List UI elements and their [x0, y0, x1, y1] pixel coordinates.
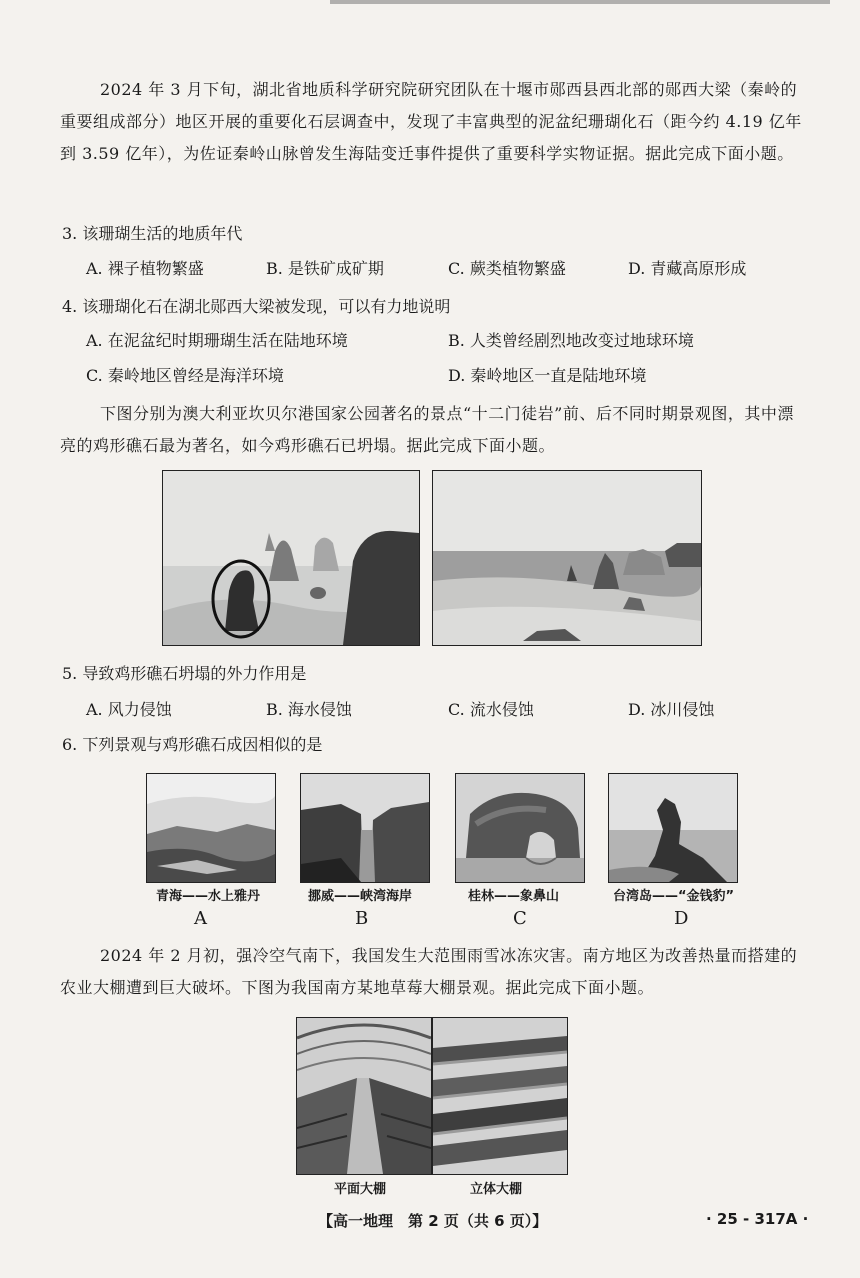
- q3-option-c: C. 蕨类植物繁盛: [448, 259, 566, 278]
- apostles-after-illustration: [433, 471, 701, 645]
- q6-letter-b: B: [355, 908, 369, 929]
- photo-apostles-after: [432, 470, 702, 646]
- q4-option-d: D. 秦岭地区一直是陆地环境: [448, 366, 647, 385]
- page-footer-code: · 25 - 317A ·: [706, 1210, 809, 1228]
- photo-apostles-before: [162, 470, 420, 646]
- caption-option-d: 台湾岛——“金钱豹”: [613, 889, 735, 904]
- yardang-illustration: [147, 774, 275, 882]
- q6-letter-d: D: [674, 908, 689, 929]
- photo-flat-greenhouse: [296, 1017, 432, 1175]
- flat-greenhouse-illustration: [297, 1018, 431, 1174]
- q3-option-a: A. 裸子植物繁盛: [86, 259, 204, 278]
- q6-letter-a: A: [194, 908, 207, 929]
- q5-option-c: C. 流水侵蚀: [448, 700, 534, 719]
- question-6-stem: 6. 下列景观与鸡形礁石成因相似的是: [62, 735, 323, 754]
- question-3-stem: 3. 该珊瑚生活的地质年代: [62, 224, 243, 243]
- apostles-before-illustration: [163, 471, 419, 645]
- caption-option-b: 挪威——峡湾海岸: [308, 889, 413, 904]
- caption-stacked-greenhouse: 立体大棚: [470, 1182, 523, 1197]
- question-4-stem: 4. 该珊瑚化石在湖北郧西大梁被发现，可以有力地说明: [62, 297, 451, 316]
- elephant-trunk-illustration: [456, 774, 584, 882]
- caption-option-c: 桂林——象鼻山: [468, 889, 560, 904]
- question-5-stem: 5. 导致鸡形礁石坍塌的外力作用是: [62, 664, 307, 683]
- photo-stacked-greenhouse: [432, 1017, 568, 1175]
- q4-option-a: A. 在泥盆纪时期珊瑚生活在陆地环境: [86, 331, 348, 350]
- scan-edge-line: [330, 0, 830, 4]
- q3-option-b: B. 是铁矿成矿期: [266, 259, 384, 278]
- q5-option-a: A. 风力侵蚀: [86, 700, 172, 719]
- q5-option-d: D. 冰川侵蚀: [628, 700, 715, 719]
- caption-option-a: 青海——水上雅丹: [156, 889, 261, 904]
- intro-paragraph-greenhouse: 2024 年 2 月初，强冷空气南下，我国发生大范围雨雪冰冻灾害。南方地区为改善热量而搭建的农业大棚遭到巨大破坏。下图为我国南方某地草莓大棚景观。据此完成下面小题。: [60, 946, 798, 997]
- q4-option-b: B. 人类曾经剧烈地改变过地球环境: [448, 331, 694, 350]
- photo-norway-fjord: [300, 773, 430, 883]
- q4-option-c: C. 秦岭地区曾经是海洋环境: [86, 366, 284, 385]
- stacked-greenhouse-illustration: [433, 1018, 567, 1174]
- intro-paragraph-twelve-apostles: 下图分别为澳大利亚坎贝尔港国家公园著名的景点“十二门徒岩”前、后不同时期景观图，其中漂亮的鸡形礁石最为著名，如今鸡形礁石已坍塌。据此完成下面小题。: [60, 404, 794, 455]
- photo-guilin-elephant-trunk: [455, 773, 585, 883]
- q3-option-d: D. 青藏高原形成: [628, 259, 747, 278]
- photo-taiwan-golden-leopard: [608, 773, 738, 883]
- q6-letter-c: C: [513, 908, 527, 929]
- q5-option-b: B. 海水侵蚀: [266, 700, 352, 719]
- page-footer-label: 【高一地理 第 2 页（共 6 页）】: [318, 1212, 548, 1230]
- caption-flat-greenhouse: 平面大棚: [334, 1182, 387, 1197]
- leopard-rock-illustration: [609, 774, 737, 882]
- fjord-illustration: [301, 774, 429, 882]
- photo-qinghai-yardang: [146, 773, 276, 883]
- intro-paragraph-fossil: 2024 年 3 月下旬，湖北省地质科学研究院研究团队在十堰市郧西县西北部的郧西大梁（秦岭的重要组成部分）地区开展的重要化石层调查中，发现了丰富典型的泥盆纪珊瑚化石（距今约 4.19 亿年到 3.59 亿年），为佐证秦岭山脉曾发生海陆变迁事件提供了重要科学实物证据。据此完成下面小题。: [60, 80, 802, 163]
